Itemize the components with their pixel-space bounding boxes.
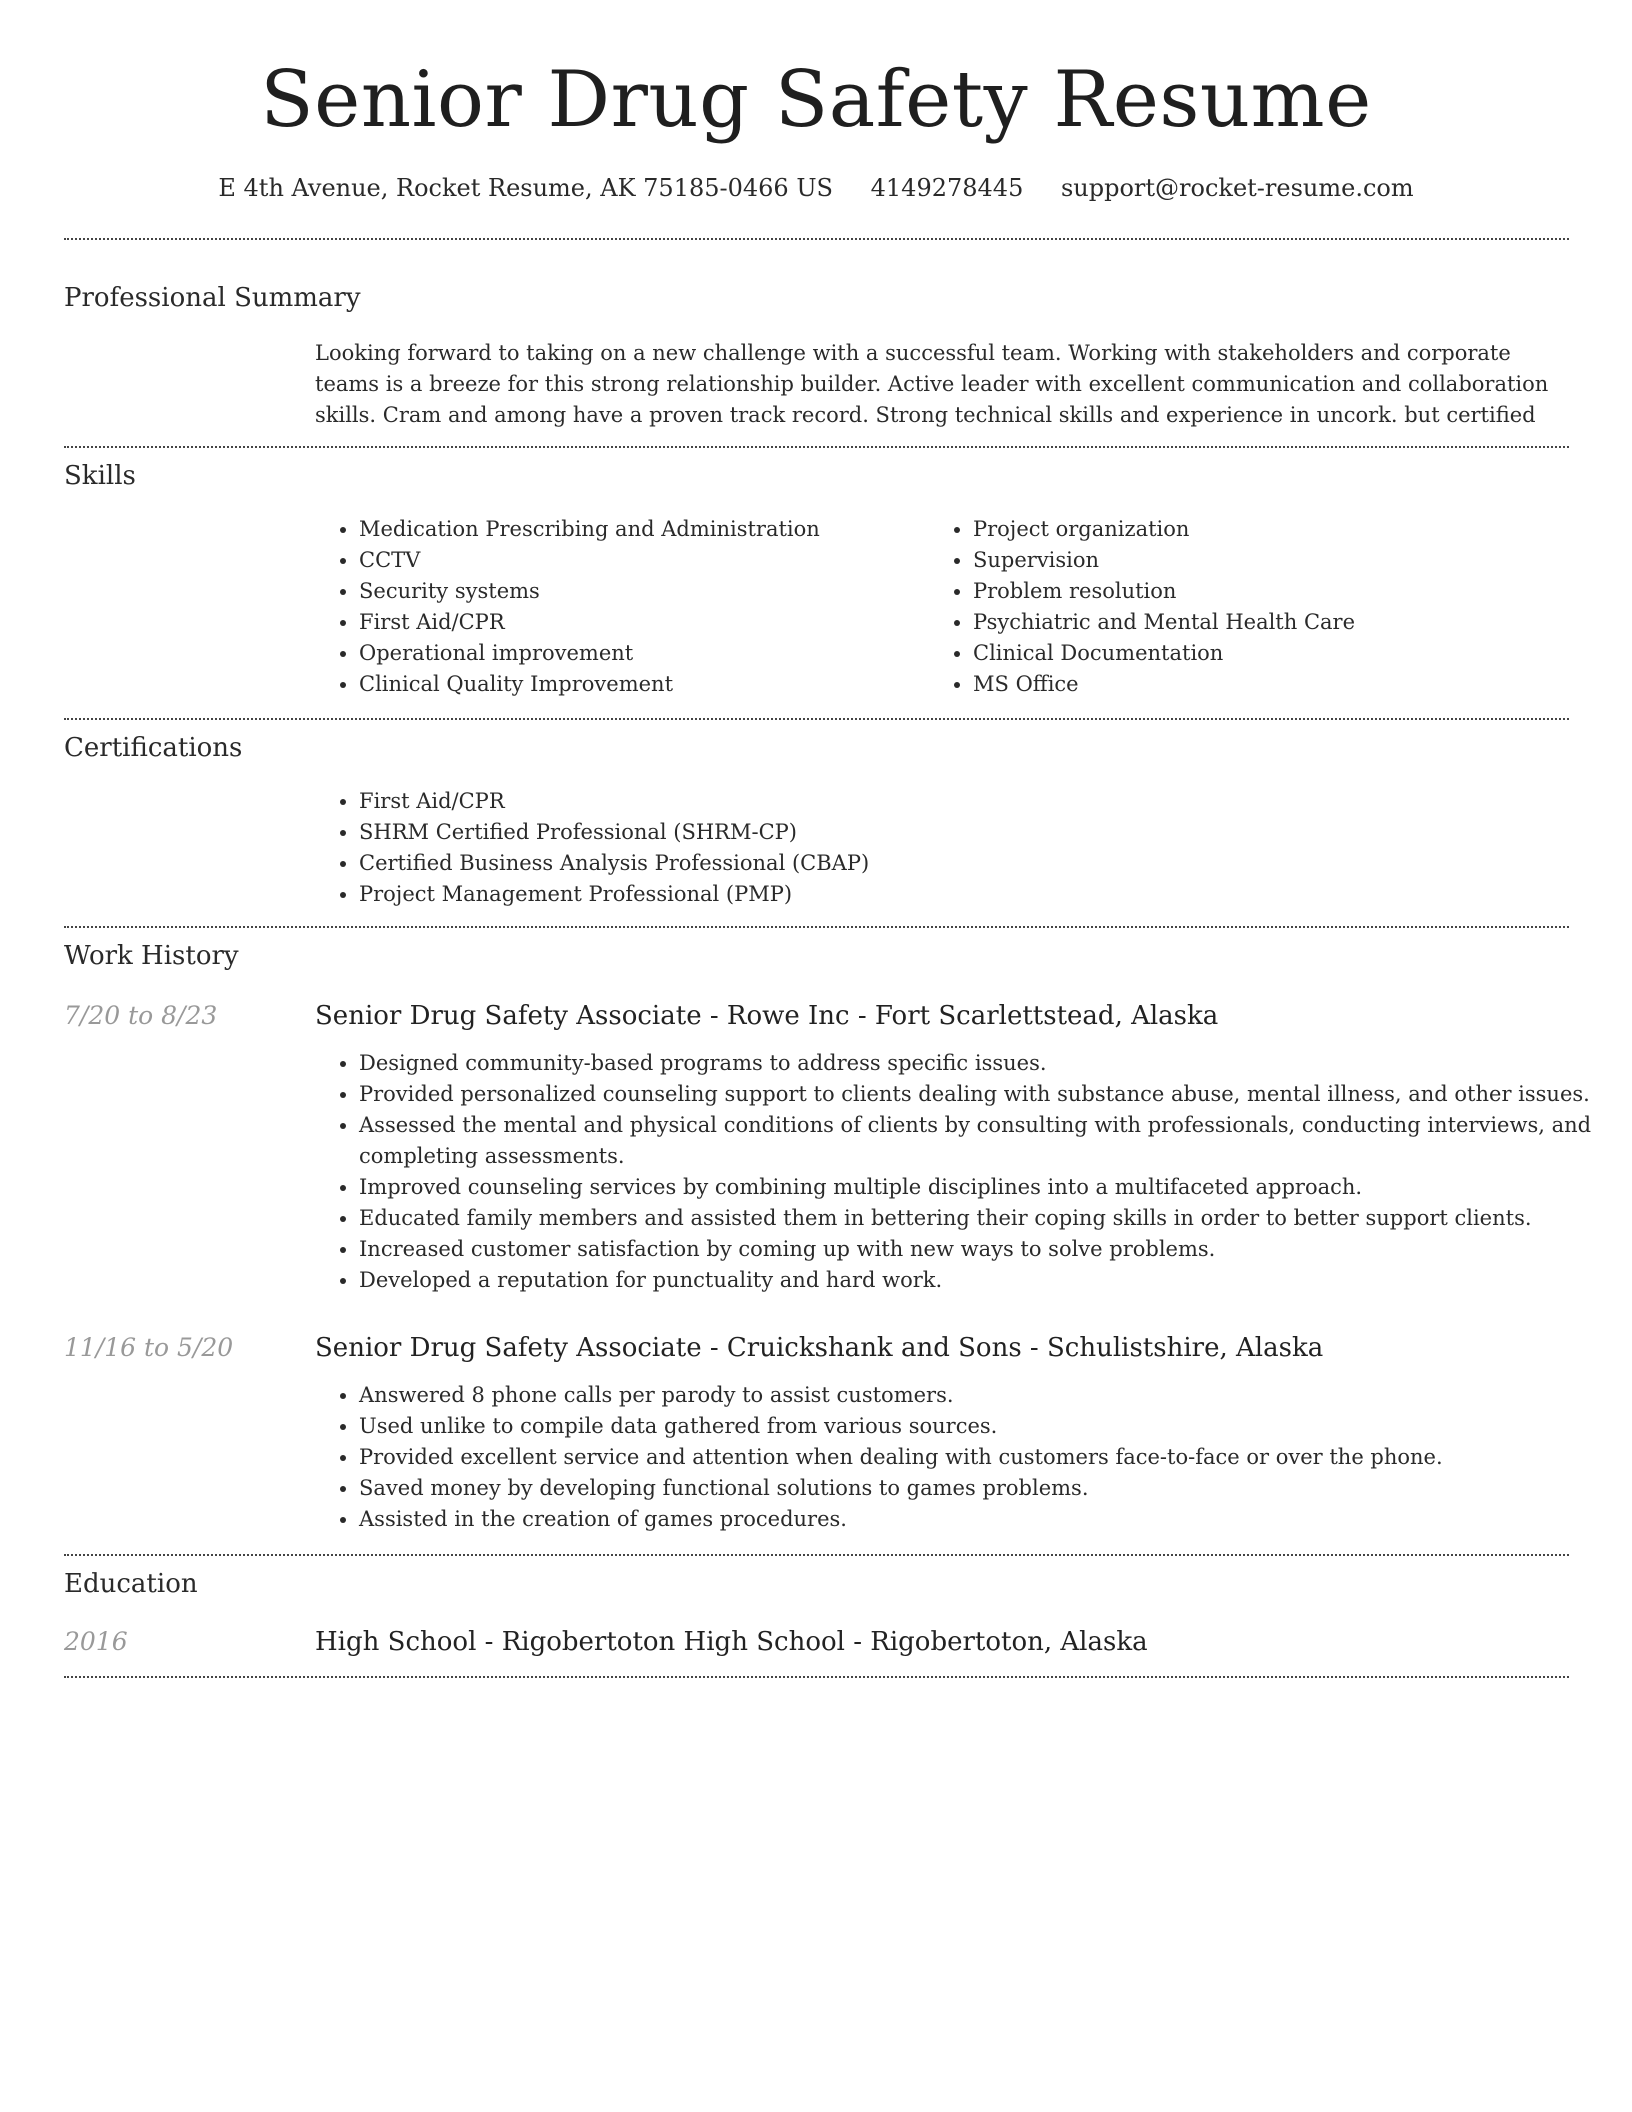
skill-item: • Clinical Documentation [973, 638, 1593, 669]
job-bullet: • Assessed the mental and physical conditions of clients by consulting with professionals, conducting interviews, and completing assessments. [359, 1110, 1609, 1172]
job-bullet: • Provided excellent service and attention when dealing with customers face-to-face or over the phone. [359, 1442, 1609, 1473]
divider [64, 718, 1569, 720]
education-heading: Education [64, 1569, 198, 1599]
education-year: 2016 [64, 1627, 128, 1656]
certification-item: • Project Management Professional (PMP) [359, 879, 1559, 910]
skill-item: • Supervision [973, 545, 1593, 576]
job-title: Senior Drug Safety Associate - Cruickshank and Sons - Schulistshire, Alaska [315, 1333, 1324, 1363]
job-bullet: • Assisted in the creation of games procedures. [359, 1504, 1609, 1535]
certifications-list [315, 786, 1559, 910]
job-bullets [315, 1048, 1609, 1296]
job-bullet: • Improved counseling services by combining multiple disciplines into a multifaceted approach. [359, 1172, 1609, 1203]
email-link[interactable]: support@rocket-resume.com [1060, 174, 1414, 202]
skill-item: • Medication Prescribing and Administration [359, 514, 919, 545]
job-bullet: • Designed community-based programs to address specific issues. [359, 1048, 1609, 1079]
job-dates: 11/16 to 5/20 [64, 1333, 234, 1362]
skill-item: • Security systems [359, 576, 919, 607]
contact-line [0, 168, 1632, 208]
divider [64, 1676, 1569, 1678]
skill-item: • First Aid/CPR [359, 607, 919, 638]
skill-item: • Operational improvement [359, 638, 919, 669]
job-bullet: • Increased customer satisfaction by coming up with new ways to solve problems. [359, 1234, 1609, 1265]
resume-title: Senior Drug Safety Resume [260, 55, 1372, 145]
job-bullet: • Saved money by developing functional solutions to games problems. [359, 1473, 1609, 1504]
education-entry: High School - Rigobertoton High School - Rigobertoton, Alaska [315, 1627, 1148, 1657]
skills-heading: Skills [64, 461, 136, 491]
work-history-heading: Work History [64, 941, 239, 971]
certification-item: • First Aid/CPR [359, 786, 1559, 817]
summary-heading: Professional Summary [64, 283, 361, 313]
certification-item: • Certified Business Analysis Professional (CBAP) [359, 848, 1559, 879]
job-bullet: • Developed a reputation for punctuality and hard work. [359, 1265, 1609, 1296]
divider [64, 446, 1569, 448]
phone-text: 4149278445 [870, 174, 1024, 202]
skill-item: • Clinical Quality Improvement [359, 669, 919, 700]
job-dates: 7/20 to 8/23 [64, 1001, 218, 1030]
job-bullet: • Educated family members and assisted them in bettering their coping skills in order to better support clients. [359, 1203, 1609, 1234]
job-bullet: • Provided personalized counseling support to clients dealing with substance abuse, mental illness, and other issues. [359, 1079, 1609, 1110]
summary-text: Looking forward to taking on a new challenge with a successful team. Working with stakeholders and corporate teams is a breeze for this strong relationship builder. Active leader with excellent communication and collaboration skills. Cram and among have a proven track record. Strong technical skills and experience in uncork. but certified [315, 341, 1549, 427]
certification-item: • SHRM Certified Professional (SHRM-CP) [359, 817, 1559, 848]
divider [64, 1554, 1569, 1556]
skill-item: • CCTV [359, 545, 919, 576]
certifications-heading: Certifications [64, 733, 243, 763]
divider [64, 238, 1569, 240]
address-text: E 4th Avenue, Rocket Resume, AK 75185-0466 US [218, 174, 833, 202]
skill-item: • Problem resolution [973, 576, 1593, 607]
skill-item: • MS Office [973, 669, 1593, 700]
job-bullet: • Used unlike to compile data gathered from various sources. [359, 1411, 1609, 1442]
job-bullet: • Answered 8 phone calls per parody to assist customers. [359, 1380, 1609, 1411]
divider [64, 926, 1569, 928]
skills-list-right [929, 514, 1593, 700]
skill-item: • Project organization [973, 514, 1593, 545]
skill-item: • Psychiatric and Mental Health Care [973, 607, 1593, 638]
job-bullets [315, 1380, 1609, 1535]
job-title: Senior Drug Safety Associate - Rowe Inc - Fort Scarlettstead, Alaska [315, 1001, 1219, 1031]
skills-list-left [315, 514, 919, 700]
